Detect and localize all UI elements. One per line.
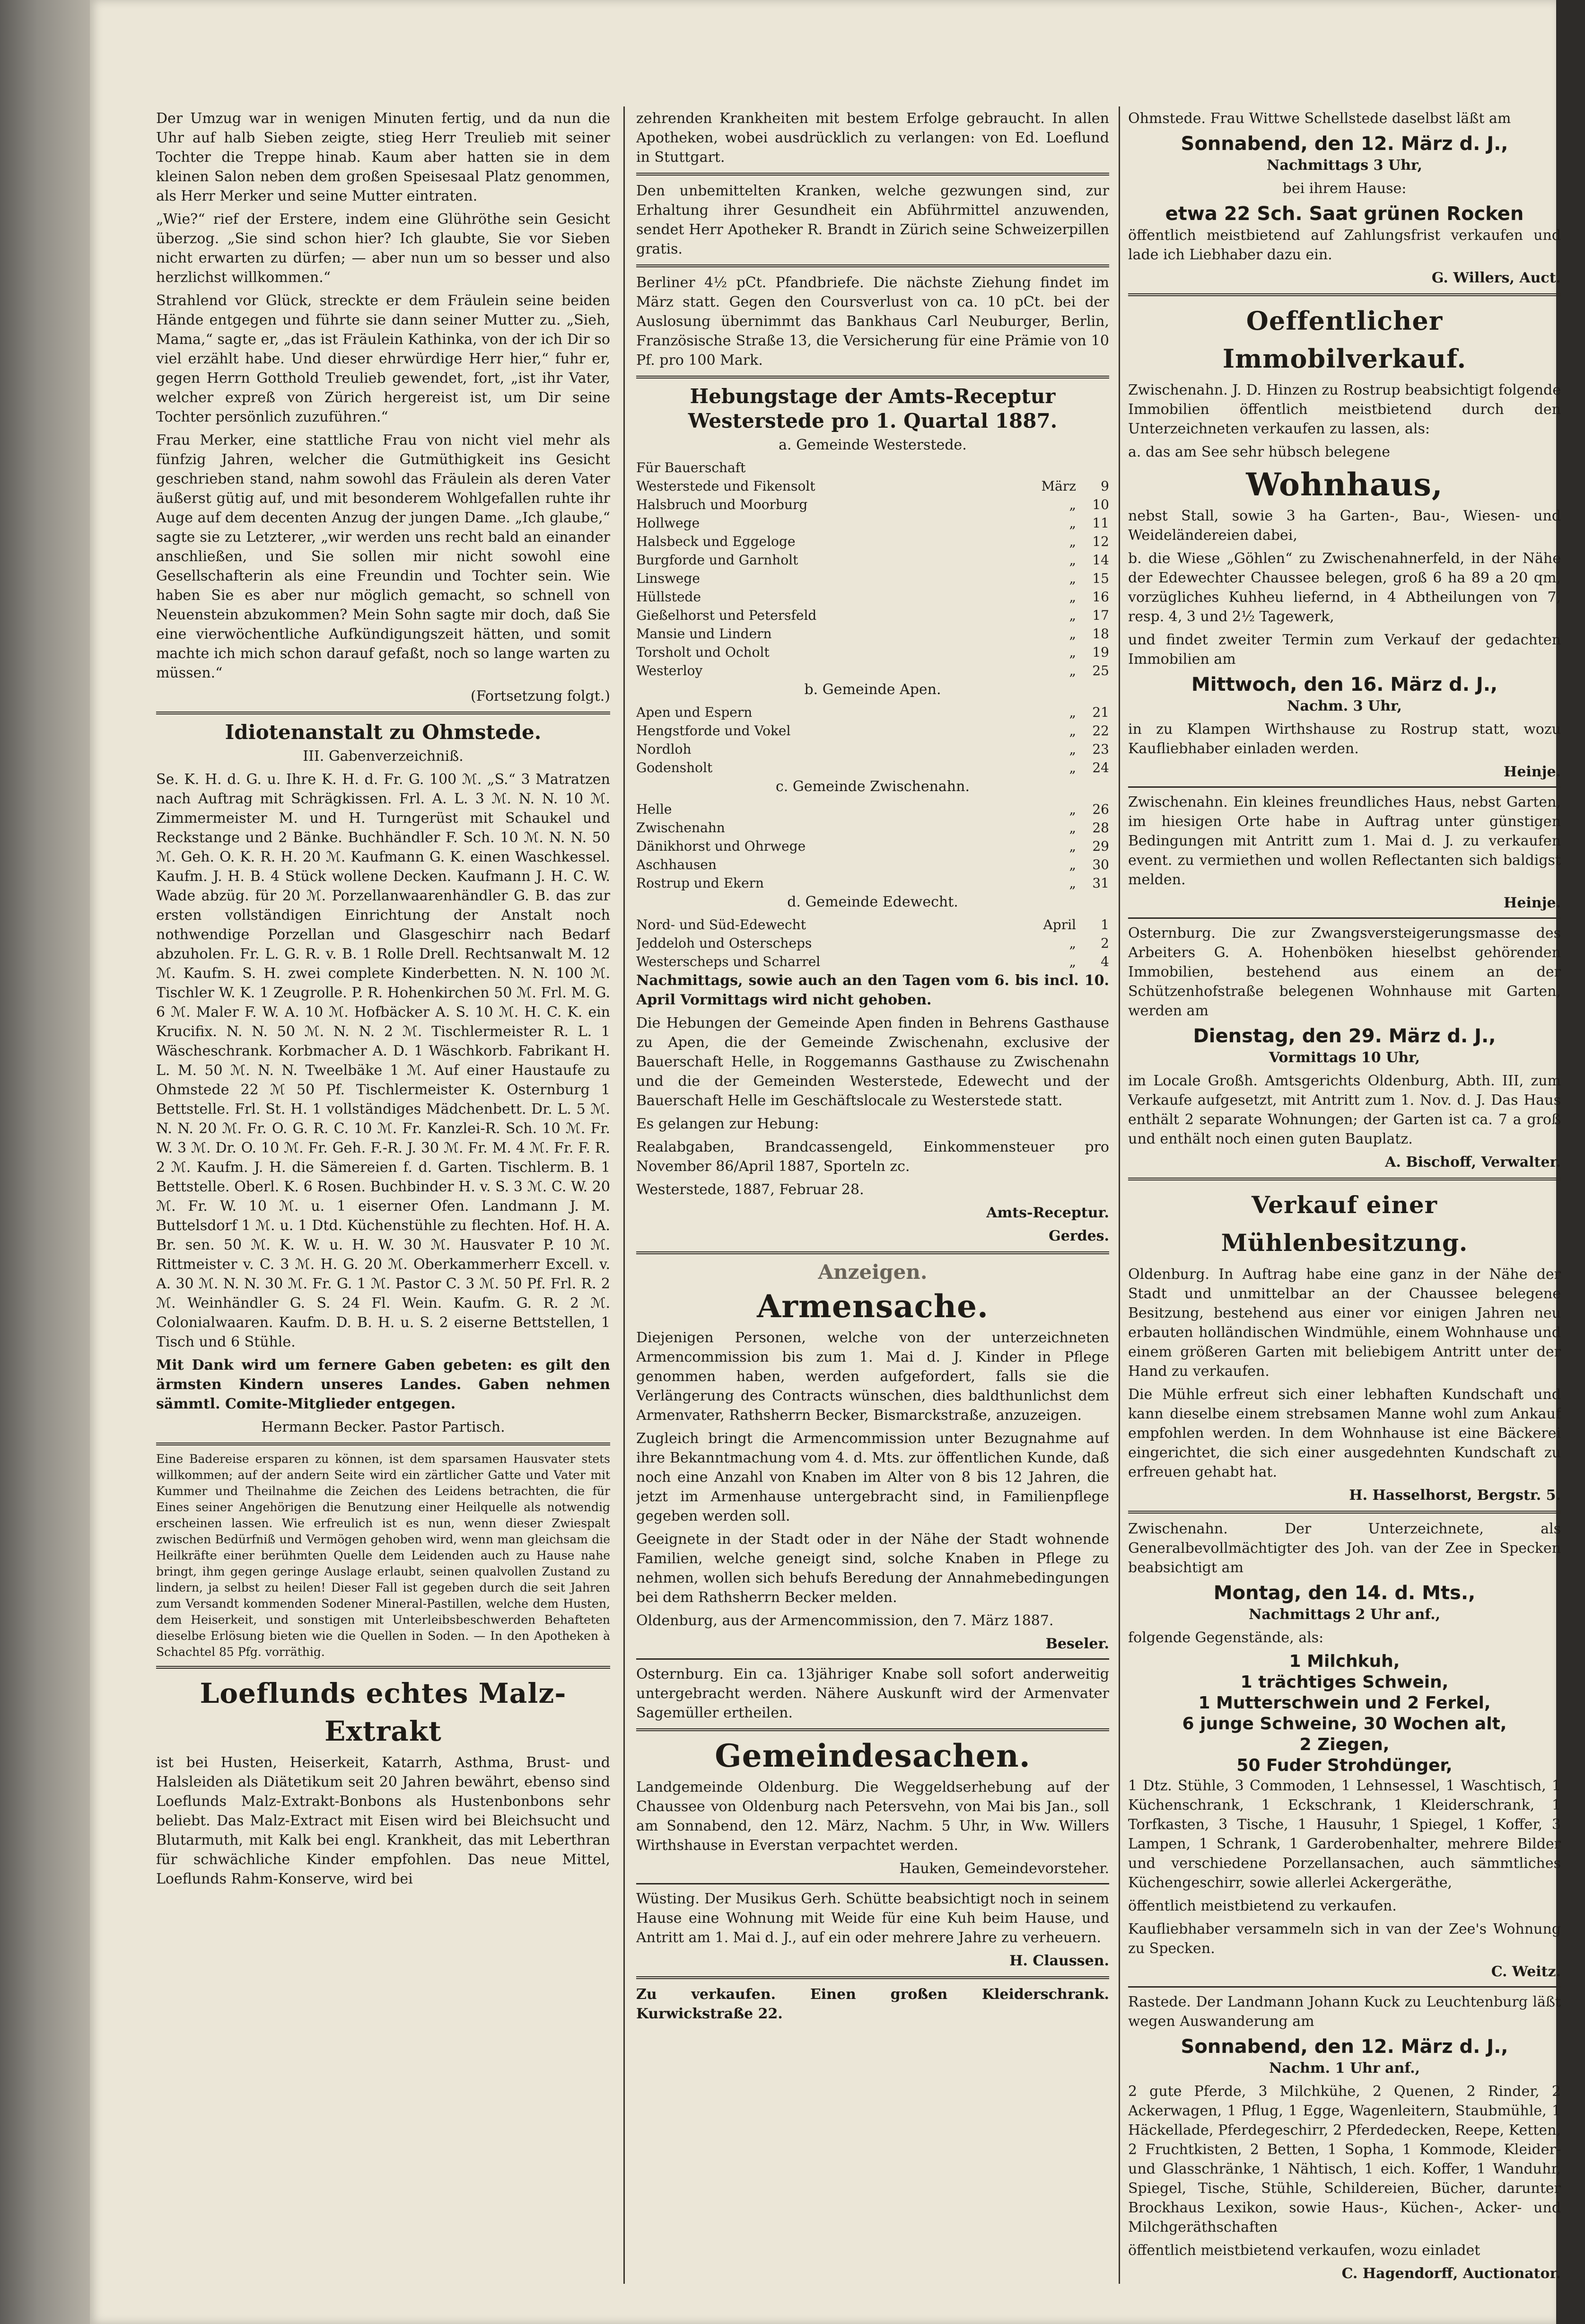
auction-item: 1 Mutterschwein und 2 Ferkel, xyxy=(1198,1693,1491,1713)
schedule-place: Westerstede und Fikensolt xyxy=(636,478,815,494)
schedule-place: Apen und Espern xyxy=(636,704,753,720)
osternburg-intro: Osternburg. Die zur Zwangsversteigerungsmasse des Arbeiters G. A. Hohenböken hieselbst gehörenden Immobilien, bestehend aus einem an der Schützenhofstraße belegenen Wohnhause mit Garten, werden am xyxy=(1128,925,1561,1019)
schedule-place: Halsbeck und Eggeloge xyxy=(636,534,796,549)
schedule-row xyxy=(636,874,1109,892)
divider xyxy=(636,376,1109,379)
schedule-place: Westerscheps und Scharrel xyxy=(636,954,821,969)
idioten-signature: Hermann Becker. Pastor Partisch. xyxy=(261,1419,505,1435)
schedule-row xyxy=(636,819,1109,837)
divider xyxy=(156,1443,610,1445)
auction-item: 1 Milchkuh, xyxy=(1289,1652,1400,1671)
schedule-month: „ xyxy=(1069,534,1076,549)
schedule-day: 4 xyxy=(1101,954,1109,969)
schedule-month: März xyxy=(1041,478,1076,494)
schrank-notice: Zu verkaufen. Einen großen Kleiderschrank. Kurwickstraße 22. xyxy=(636,1986,1109,2022)
schedule-day: 16 xyxy=(1092,589,1109,605)
idioten-thanks: Mit Dank wird um fernere Gaben gebeten: es gilt den ärmsten Kindern unseres Landes. Gaben nehmen sämmtl. Comite-Mitglieder entgegen. xyxy=(156,1357,610,1412)
immobil-title: Oeffentlicher Immobilverkauf. xyxy=(1222,306,1467,374)
armen-paragraph: Zugleich bringt die Armencommission unter Bezugnahme auf ihre Bekanntmachung vom 4. d. Mts. zur öffentlichen Kunde, daß noch eine Anzahl von Knaben im Alter von 8 bis 12 Jahren, die jetzt im Armenhause untergebracht sind, in Familienpflege gegeben werden soll. xyxy=(636,1430,1109,1524)
schedule-row xyxy=(636,551,1109,569)
anzeigen-heading: Anzeigen. xyxy=(818,1260,928,1284)
immobil-a: a. das am See sehr hübsch belegene xyxy=(1128,444,1391,460)
column-rule xyxy=(623,106,625,2284)
idioten-list: Se. K. H. d. G. u. Ihre K. H. d. Fr. G. 100 ℳ. „S.“ 3 Matratzen nach Auftrag mit Schrägkissen. Frl. A. L. 3 ℳ. N. N. 10 ℳ. Zimmermeister M. und H. Turngerüst mit Schaukel und Reckstange und 2 Bänke. Buchhändler F. Sch. 10 ℳ. N. N. 50 ℳ. Geh. O. K. R. H. 20 ℳ. Kaufmann G. K. einen Waschkessel. Kaufm. J. H. B. 4 Stück wollene Decken. Kaufmann J. H. C. W. Wade abzüg. für 20 ℳ. Porzellanwaarenhändler G. B. das zur ersten vollständigen Einrichtung der Anstalt noch nothwendige Porzellan und Glasgeschirr nach Bedarf abzuholen. Fr. L. G. R. v. B. 1 Rolle Drell. Rechtsanwalt M. 12 ℳ. Kaufm. S. H. zwei complete Kinderbetten. N. N. 100 ℳ. Tischler W. K. 1 Zeugrolle. P. R. Hohenkirchen 50 ℳ. Frl. M. G. 6 ℳ. Maler F. W. A. 10 ℳ. Hofbäcker A. S. 10 ℳ. H. C. K. ein Krucifix. N. N. 50 ℳ. N. N. 2 ℳ. Tischlermeister R. L. 1 Wäscheschrank. Korbmacher A. D. 1 Wäschkorb. Fabrikant H. L. M. 50 ℳ. N. N. Tweelbäke 1 ℳ. Auf einer Haustaufe zu Ohmstede 22 ℳ 50 Pf. Tischlermeister K. Osternburg 1 Bettstelle. Frl. St. H. 1 vollständiges Mädchenbett. Dr. L. 5 ℳ. N. N. 20 ℳ. Fr. O. G. R. C. 10 ℳ. Fr. Kanzlei-R. Sch. 10 ℳ. Fr. W. 3 ℳ. Dr. O. 10 ℳ. Fr. Geh. F.-R. J. 30 ℳ. Fr. M. 4 ℳ. Fr. F. R. 2 ℳ. Kaufm. J. H. die Sämereien f. d. Garten. Tischlerm. B. 1 Bettstelle. Oberl. K. 6 Rosen. Buchbinder H. v. S. 3 ℳ. C. W. 20 ℳ. Fr. W. 10 ℳ. u. 1 eiserner Ofen. Landmann J. M. Buttelsdorf 1 ℳ. u. 1 Dtd. Küchenstühle zu flechten. Hof. H. A. Br. sen. 50 ℳ. K. W. u. H. W. 30 ℳ. Hausvater P. 10 ℳ. Rittmeister v. C. 3 ℳ. H. G. 20 ℳ. Oberkammerherr Excell. v. A. 30 ℳ. N. N. 30 ℳ. Fr. G. 1 ℳ. Pastor C. 3 ℳ. 50 Pf. Frl. R. 2 ℳ. Weinhändler G. S. 24 Fl. Wein. Kaufm. G. R. 2 ℳ. Colonialwaaren. Kaufm. D. B. H. u. S. 2 eiserne Bettstellen, 1 Tisch und 6 Stühle. xyxy=(156,771,610,1350)
schedule-month: „ xyxy=(1069,626,1076,642)
schedule-place: Jeddeloh und Osterscheps xyxy=(636,935,812,951)
schedule-day: 9 xyxy=(1101,478,1109,494)
ohmstede-text: öffentlich meistbietend auf Zahlungsfrist verkaufen und lade ich Liebhaber dazu ein. xyxy=(1128,227,1561,263)
hebungstage-title: Hebungstage der Amts-Receptur Westerstede pro 1. Quartal 1887. xyxy=(688,385,1058,432)
schedule-prefix-label: Für Bauerschaft xyxy=(636,460,746,475)
schedule-row xyxy=(636,703,1109,722)
schedule-month: „ xyxy=(1069,552,1076,568)
schedule-day: 18 xyxy=(1092,626,1109,642)
osternburg-date: Dienstag, den 29. März d. J., xyxy=(1193,1025,1496,1047)
schedule-day: 15 xyxy=(1092,571,1109,586)
immobil-c: und findet zweiter Termin zum Verkauf der gedachten Immobilien am xyxy=(1128,632,1561,668)
schedule-month: „ xyxy=(1069,760,1076,775)
section-b: b. Gemeinde Apen. xyxy=(804,681,941,698)
schedule-row xyxy=(636,588,1109,606)
schedule-place: Rostrup und Ekern xyxy=(636,875,764,891)
schedule-row xyxy=(636,855,1109,874)
rastede-date: Sonnabend, den 12. März d. J., xyxy=(1181,2036,1508,2058)
malz-title: Loeflunds echtes Malz-Extrakt xyxy=(200,1677,567,1747)
schedule-day: 17 xyxy=(1092,607,1109,623)
schedule-d xyxy=(636,916,1109,971)
ohmstede-date: Sonnabend, den 12. März d. J., xyxy=(1181,133,1508,155)
schedule-prefix xyxy=(636,458,1109,477)
schedule-row xyxy=(636,722,1109,740)
hebung-note: Nachmittags, sowie auch an den Tagen vom 6. bis incl. 10. April Vormittags wird nicht gehoben. xyxy=(636,972,1109,1008)
schedule-row xyxy=(636,934,1109,952)
schedule-day: 25 xyxy=(1092,663,1109,678)
schedule-month: „ xyxy=(1069,857,1076,872)
schedule-b xyxy=(636,703,1109,777)
schedule-month: „ xyxy=(1069,607,1076,623)
schedule-row xyxy=(636,837,1109,855)
ohmstede-time: Nachmittags 3 Uhr, xyxy=(1267,157,1422,174)
divider xyxy=(1128,1178,1561,1180)
schedule-month: „ xyxy=(1069,704,1076,720)
osternburg-text: im Locale Großh. Amtsgerichts Oldenburg, Abth. III, zum Verkaufe aufgesetzt, mit Antritt zum 1. Nov. d. J. Das Haus enthält 2 separate Wohnungen; der Garten ist ca. 7 a groß und enthält noch einen guten Bauplatz. xyxy=(1128,1073,1561,1147)
gemeinde-sign: Hauken, Gemeindevorsteher. xyxy=(899,1860,1109,1877)
auction-item: 6 junge Schweine, 30 Wochen alt, xyxy=(1182,1714,1507,1734)
schedule-place: Linswege xyxy=(636,571,700,586)
schedule-row xyxy=(636,477,1109,495)
armen-paragraph: Diejenigen Personen, welche von der unterzeichneten Armencommission bis zum 1. Mai d. J. Kinder in Pflege genommen haben, werden aufgefordert, falls sie die Verlängerung des Contracts wünschen, dies baldthunlichst dem Armenvater, Rathsherrn Becker, Bismarckstraße, anzuzeigen. xyxy=(636,1329,1109,1424)
brandt-notice: Den unbemittelten Kranken, welche gezwungen sind, zur Erhaltung ihrer Gesundheit ein Abführmittel anzuwenden, sendet Herr Apotheker R. Brandt in Zürich seine Schweizerpillen gratis. xyxy=(636,183,1109,257)
schedule-row xyxy=(636,661,1109,680)
schedule-month: „ xyxy=(1069,571,1076,586)
muehle-text: Oldenburg. In Auftrag habe eine ganz in der Nähe der Stadt und unmittelbar an der Chaussee belegene Besitzung, bestehend aus einer vor einigen Jahren neu erbauten holländischen Windmühle, einem Wohnhause und einem größeren Garten mit beliebigem Antritt unter der Hand zu verkaufen. xyxy=(1128,1266,1561,1380)
schedule-day: 21 xyxy=(1092,704,1109,720)
schedule-day: 1 xyxy=(1101,917,1109,933)
rastede-text2: öffentlich meistbietend verkaufen, wozu einladet xyxy=(1128,2242,1480,2259)
schedule-place: Torsholt und Ocholt xyxy=(636,644,770,660)
schedule-day: 26 xyxy=(1092,801,1109,817)
schedule-day: 29 xyxy=(1092,838,1109,854)
schedule-c xyxy=(636,800,1109,892)
schedule-month: „ xyxy=(1069,954,1076,969)
column-3 xyxy=(1128,109,1561,2286)
column-1 xyxy=(156,109,610,2286)
idioten-subtitle: III. Gabenverzeichniß. xyxy=(303,748,464,765)
schedule-row xyxy=(636,625,1109,643)
schedule-month: „ xyxy=(1069,644,1076,660)
rastede-intro: Rastede. Der Landmann Johann Kuck zu Leuchtenburg läßt wegen Auswanderung am xyxy=(1128,1994,1561,2030)
schedule-place: Burgforde und Garnholt xyxy=(636,552,798,568)
schedule-month: „ xyxy=(1069,497,1076,512)
auction-item: 1 trächtiges Schwein, xyxy=(1240,1673,1449,1692)
divider xyxy=(156,712,610,714)
story-paragraph: Frau Merker, eine stattliche Frau von nicht viel mehr als fünfzig Jahren, welcher die Gutmüthigkeit ins Gesicht geschrieben stand, nahm sowohl das Fräulein als deren Vater äußerst gütig auf, und mit besonderem Wohlgefallen ruhte ihr Auge auf dem decenten Anzug der jungen Dame. „Ich glaube,“ sagte sie zu Letzterer, „wir werden uns recht bald an einander anschließen, und Sie sollen mir nicht sowohl eine Gesellschafterin als eine Freundin und Tochter sein. Wie haben Sie es aber nur möglich gemacht, so schnell von Neuenstein abzukommen? Mein Sohn sagte mir doch, daß Sie eine vierwöchentliche Aufkündigungszeit hätten, und somit machte ich mich schon darauf gefaßt, noch so lange warten zu müssen.“ xyxy=(156,432,610,681)
soden-notice: Eine Badereise ersparen zu können, ist dem sparsamen Hausvater stets willkommen; auf der andern Seite wird ein zärtlicher Gatte und Vater mit Kummer und Theilnahme die Zeichen des Leidens betrachten, die für Eines seiner Angehörigen die Benutzung einer Heilquelle als notwendig erscheinen lassen. Wie erfreulich ist es nun, wenn dieser Zwiespalt zwischen Bedürfniß und Vermögen gehoben wird, wenn man gleichsam die Heilkräfte einer berühmten Quelle dem Leidenden auch zu Hause nahe bringt, ihm gegen geringe Auslage erlaubt, seinen qualvollen Zustand zu lindern, ja selbst zu heilen! Dieser Fall ist gegeben durch die seit Jahren zum Versandt kommenden Sodener Mineral-Pastillen, welche dem Husten, dem Heiserkeit, und sonstigen mit Unterleibsbeschwerden Behafteten dieselbe Erlösung bieten wie die Quellen in Soden. — In den Apotheken à Schachtel 85 Pfg. vorräthig. xyxy=(156,1452,610,1659)
hebung-sign2: Gerdes. xyxy=(1049,1228,1109,1244)
column-rule xyxy=(1119,106,1120,2284)
schedule-place: Aschhausen xyxy=(636,857,717,872)
schedule-month: „ xyxy=(1069,723,1076,739)
divider xyxy=(636,264,1109,267)
armen-place: Oldenburg, aus der Armencommission, den 7. März 1887. xyxy=(636,1612,1054,1629)
schedule-month: „ xyxy=(1069,801,1076,817)
schedule-day: 24 xyxy=(1092,760,1109,775)
zwischenahn-date: Montag, den 14. d. Mts., xyxy=(1213,1582,1476,1604)
divider xyxy=(636,1976,1109,1979)
schedule-row xyxy=(636,495,1109,514)
schedule-day: 19 xyxy=(1092,644,1109,660)
divider xyxy=(156,1666,610,1669)
schedule-row xyxy=(636,758,1109,777)
divider xyxy=(636,1251,1109,1254)
schedule-month: „ xyxy=(1069,838,1076,854)
muehle-text2: Die Mühle erfreut sich einer lebhaften Kundschaft und kann dieselbe einem strebsamen Manne wohl zum Ankauf empfohlen werden. In dem Wohnhause ist eine Bäckerei eingerichtet, die sich einer ausgedehnten Kundschaft zu erfreuen gehabt hat. xyxy=(1128,1386,1561,1480)
schedule-row xyxy=(636,952,1109,971)
schedule-place: Zwischenahn xyxy=(636,820,725,836)
immobil-sign: Heinje. xyxy=(1503,764,1561,780)
continuation-note: (Fortsetzung folgt.) xyxy=(471,688,610,704)
haus-sign: Heinje. xyxy=(1503,895,1561,911)
osternburg-time: Vormittags 10 Uhr, xyxy=(1269,1049,1420,1066)
haus-notice: Zwischenahn. Ein kleines freundliches Haus, nebst Garten, im hiesigen Orte habe in Auftrag unter günstigen Bedingungen mit Antritt zum 1. Mai d. J. zu verkaufen event. zu vermiethen und wollen Reflectanten sich baldigst melden. xyxy=(1128,794,1561,888)
knabe-notice: Osternburg. Ein ca. 13jähriger Knabe soll sofort anderweitig untergebracht werden. Nähere Auskunft wird der Armenvater Sagemüller ertheilen. xyxy=(636,1666,1109,1721)
armen-paragraph: Geeignete in der Stadt oder in der Nähe der Stadt wohnende Familien, welche geneigt sind, solche Knaben in Pflege zu nehmen, wollen sich behufs Beredung der Annahmebedingungen bei dem Rathsherrn Becker melden. xyxy=(636,1531,1109,1606)
divider xyxy=(1128,786,1561,788)
schedule-day: 22 xyxy=(1092,723,1109,739)
schedule-day: 23 xyxy=(1092,741,1109,757)
schedule-day: 10 xyxy=(1092,497,1109,512)
hebung-place: Westerstede, 1887, Februar 28. xyxy=(636,1181,864,1198)
malz-continuation: zehrenden Krankheiten mit bestem Erfolge gebraucht. In allen Apotheken, wobei ausdrücklich zu verlangen: von Ed. Loeflund in Stuttgart. xyxy=(636,110,1109,166)
divider xyxy=(1128,293,1561,296)
immobil-intro: Zwischenahn. J. D. Hinzen zu Rostrup beabsichtigt folgende Immobilien öffentlich meistbietend durch den Unterzeichneten verkaufen zu lassen, als: xyxy=(1128,382,1561,437)
schedule-row xyxy=(636,514,1109,532)
schedule-month: April xyxy=(1043,917,1076,933)
zwischenahn-intro: Zwischenahn. Der Unterzeichnete, als Generalbevollmächtigter des Joh. van der Zee in Specken beabsichtigt am xyxy=(1128,1521,1561,1576)
schedule-day: 28 xyxy=(1092,820,1109,836)
schedule-place: Hüllstede xyxy=(636,589,701,605)
ohmstede-intro: Ohmstede. Frau Wittwe Schellstede daselbst läßt am xyxy=(1128,110,1511,127)
schedule-day: 14 xyxy=(1092,552,1109,568)
schedule-place: Hollwege xyxy=(636,515,700,531)
immobil-date: Mittwoch, den 16. März d. J., xyxy=(1191,674,1498,695)
immobil-place: in zu Klampen Wirthshause zu Rostrup statt, wozu Kaufliebhaber einladen werden. xyxy=(1128,721,1561,757)
schedule-a xyxy=(636,477,1109,680)
divider xyxy=(1128,1986,1561,1988)
schedule-day: 12 xyxy=(1092,534,1109,549)
schedule-place: Mansie und Lindern xyxy=(636,626,772,642)
schedule-month: „ xyxy=(1069,935,1076,951)
schedule-day: 31 xyxy=(1092,875,1109,891)
muehle-sign: H. Hasselhorst, Bergstr. 5. xyxy=(1349,1487,1561,1504)
schedule-row xyxy=(636,916,1109,934)
book-page-edges xyxy=(0,0,95,2324)
schedule-place: Halsbruch und Moorburg xyxy=(636,497,808,512)
schedule-row xyxy=(636,569,1109,588)
schedule-month: „ xyxy=(1069,820,1076,836)
armensache-title: Armensache. xyxy=(757,1288,989,1325)
schedule-month: „ xyxy=(1069,515,1076,531)
ohmstede-item: etwa 22 Sch. Saat grünen Rocken xyxy=(1165,203,1524,225)
rastede-time: Nachm. 1 Uhr anf., xyxy=(1269,2060,1420,2077)
schedule-place: Dänikhorst und Ohrwege xyxy=(636,838,806,854)
zwischenahn-items xyxy=(1128,1651,1561,1776)
idioten-title: Idiotenanstalt zu Ohmstede. xyxy=(225,721,542,744)
muehle-title: Verkauf einer Mühlenbesitzung. xyxy=(1221,1191,1468,1257)
hebung-sign1: Amts-Receptur. xyxy=(986,1205,1109,1221)
divider xyxy=(1128,917,1561,919)
armen-signature: Beseler. xyxy=(1045,1636,1109,1652)
schedule-place: Gießelhorst und Petersfeld xyxy=(636,607,817,623)
pfandbriefe-notice: Berliner 4½ pCt. Pfandbriefe. Die nächste Ziehung findet im März statt. Gegen den Coursverlust von ca. 10 pCt. bei der Auslosung übernimmt das Bankhaus Carl Neuburger, Berlin, Französische Straße 13, die Versicherung für eine Prämie von 10 Pf. pro 100 Mark. xyxy=(636,274,1109,369)
zwischenahn-text3: Kaufliebhaber versammeln sich in van der Zee's Wohnung zu Specken. xyxy=(1128,1921,1561,1957)
zwischenahn-text2: öffentlich meistbietend zu verkaufen. xyxy=(1128,1898,1397,1914)
osternburg-sign: A. Bischoff, Verwalter. xyxy=(1385,1154,1561,1171)
immobil-b: b. die Wiese „Göhlen“ zu Zwischenahnerfeld, in der Nähe der Edewechter Chaussee belegen, groß 6 ha 89 a 20 qm, vorzügliches Kuhheu liefernd, in 4 Abtheilungen von 7, resp. 4, 3 und 2½ Tagewerk, xyxy=(1128,550,1561,625)
auction-item: 2 Ziegen, xyxy=(1299,1735,1390,1754)
ohmstede-place: bei ihrem Hause: xyxy=(1282,180,1407,197)
zwischenahn-text: 1 Dtz. Stühle, 3 Commoden, 1 Lehnsessel, 1 Waschtisch, 1 Küchenschrank, 1 Eckschrank, 1 Kleiderschrank, 1 Torfkasten, 3 Tische, 1 Hausuhr, 1 Spiegel, 1 Koffer, 3 Lampen, 1 Schrank, 1 Garderobenhalter, mehrere Bilder und verschiedene Porzellansachen, auch sämmtliches Küchengeschirr, sowie allerlei Ackergeräthe, xyxy=(1128,1778,1561,1891)
story-paragraph: Strahlend vor Glück, streckte er dem Fräulein seine beiden Hände entgegen und führte sie dann seiner Mutter zu. „Sieh, Mama,“ sagte er, „das ist Fräulein Kathinka, von der ich Dir so viel erzählt habe. Und dieser ehrwürdige Herr hier,“ fuhr er, gegen Herrn Gotthold Treulieb gewendet, fort, „ist ihr Vater, welcher expreß von Zürich hergereist ist, um Dir seine Tochter persönlich zuzuführen.“ xyxy=(156,292,610,425)
schedule-row xyxy=(636,532,1109,551)
zwischenahn-time: Nachmittags 2 Uhr anf., xyxy=(1248,1606,1441,1623)
rastede-text: 2 gute Pferde, 3 Milchkühe, 2 Quenen, 2 Rinder, 2 Ackerwagen, 1 Pflug, 1 Egge, Wagenleitern, Staubmühle, 1 Häckellade, Pferdegeschirr, 2 Pferdedecken, Reepe, Ketten, 2 Fruchtkisten, 2 Betten, 1 Sopha, 1 Kommode, Kleider- und Glasschränke, 1 Nähtisch, 1 eich. Koffer, 1 Wanduhr, Spiegel, Tische, Stühle, Schildereien, Bücher, darunter Brockhaus Lexikon, sowie Haus-, Küchen-, Acker- und Milchgeräthschaften xyxy=(1128,2083,1561,2236)
immobil-time: Nachm. 3 Uhr, xyxy=(1287,698,1402,714)
gemeindesachen-title: Gemeindesachen. xyxy=(715,1737,1031,1774)
schedule-place: Hengstforde und Vokel xyxy=(636,723,791,739)
schedule-place: Nordloh xyxy=(636,741,692,757)
hebung-es: Es gelangen zur Hebung: xyxy=(636,1116,819,1132)
schedule-month: „ xyxy=(1069,741,1076,757)
schedule-day: 2 xyxy=(1101,935,1109,951)
rastede-sign: C. Hagendorff, Auctionator. xyxy=(1341,2265,1561,2282)
divider xyxy=(636,173,1109,176)
wuesting-notice: Wüsting. Der Musikus Gerh. Schütte beabsichtigt noch in seinem Hause eine Wohnung mit Weide für eine Kuh beim Hause, und Antritt am 1. Mai d. J., auf ein oder mehrere Jahre zu verheuern. xyxy=(636,1891,1109,1946)
schedule-row xyxy=(636,643,1109,661)
schedule-day: 11 xyxy=(1092,515,1109,531)
story-paragraph: Der Umzug war in wenigen Minuten fertig, und da nun die Uhr auf halb Sieben zeigte, stieg Herr Treulieb mit seiner Tochter die Treppe hinab. Kaum aber hatten sie in dem kleinen Salon neben dem großen Speisesaal Platz genommen, als Herr Merker und seine Mutter eintraten. xyxy=(156,110,610,204)
schedule-month: „ xyxy=(1069,589,1076,605)
schedule-month: „ xyxy=(1069,875,1076,891)
schedule-row xyxy=(636,740,1109,758)
story-paragraph: „Wie?“ rief der Erstere, indem eine Glühröthe sein Gesicht überzog. „Sie sind schon hier? Ich glaubte, Sie vor Sieben nicht erwarten zu dürfen; — aber nun um so besser und also herzlichst willkommen.“ xyxy=(156,211,610,286)
section-d: d. Gemeinde Edewecht. xyxy=(787,894,958,910)
schedule-place: Godensholt xyxy=(636,760,713,775)
schedule-row xyxy=(636,800,1109,819)
gemeinde-text: Landgemeinde Oldenburg. Die Weggeldserhebung auf der Chaussee von Oldenburg nach Petersvehn, von Mai bis Jan., soll am Sonnabend, den 12. März, Nachm. 5 Uhr, in Ww. Willers Wirthshause in Everstan verpachtet werden. xyxy=(636,1779,1109,1854)
auction-item: 50 Fuder Strohdünger, xyxy=(1236,1756,1453,1775)
ohmstede-sign: G. Willers, Auct. xyxy=(1431,270,1561,286)
schedule-place: Nord- und Süd-Edewecht xyxy=(636,917,806,933)
schedule-month: „ xyxy=(1069,663,1076,678)
divider xyxy=(636,1658,1109,1660)
divider xyxy=(1128,1511,1561,1514)
section-a: a. Gemeinde Westerstede. xyxy=(779,437,967,453)
schedule-day: 30 xyxy=(1092,857,1109,872)
malz-text: ist bei Husten, Heiserkeit, Katarrh, Asthma, Brust- und Halsleiden als Diätetikum seit 20 Jahren bewährt, ebenso sind Loeflunds Malz-Extrakt-Bonbons als Hustenbonbons sehr beliebt. Das Malz-Extract mit Eisen wird bei Bleichsucht und Blutarmuth, mit Kalk bei engl. Krankheit, das mit Leberthran für schwächliche Kinder empfohlen. Das neue Mittel, Loeflunds Rahm-Konserve, wird bei xyxy=(156,1754,610,1887)
section-c: c. Gemeinde Zwischenahn. xyxy=(776,778,970,795)
divider xyxy=(636,1728,1109,1731)
hebung-items: Realabgaben, Brandcassengeld, Einkommensteuer pro November 86/April 1887, Sporteln zc. xyxy=(636,1139,1109,1175)
schedule-row xyxy=(636,606,1109,625)
zwischenahn-sign: C. Weitz. xyxy=(1491,1963,1561,1980)
schedule-place: Westerloy xyxy=(636,663,703,678)
column-2 xyxy=(636,109,1109,2286)
zwischenahn-folg: folgende Gegenstände, als: xyxy=(1128,1629,1324,1646)
schedule-place: Helle xyxy=(636,801,672,817)
divider xyxy=(636,1883,1109,1884)
hebung-text: Die Hebungen der Gemeinde Apen finden in Behrens Gasthause zu Apen, die der Gemeinde Zwischenahn, exclusive der Bauerschaft Helle, in Roggemanns Gasthause zu Zwischenahn und die der Gemeinden Westerstede, Edewecht und der Bauerschaft Helle im Geschäftslocale zu Westerstede statt. xyxy=(636,1015,1109,1109)
wuesting-sign: H. Claussen. xyxy=(1009,1953,1109,1969)
immobil-a2: nebst Stall, sowie 3 ha Garten-, Bau-, Wiesen- und Weideländereien dabei, xyxy=(1128,508,1561,544)
wohnhaus-heading: Wohnhaus, xyxy=(1246,466,1443,503)
